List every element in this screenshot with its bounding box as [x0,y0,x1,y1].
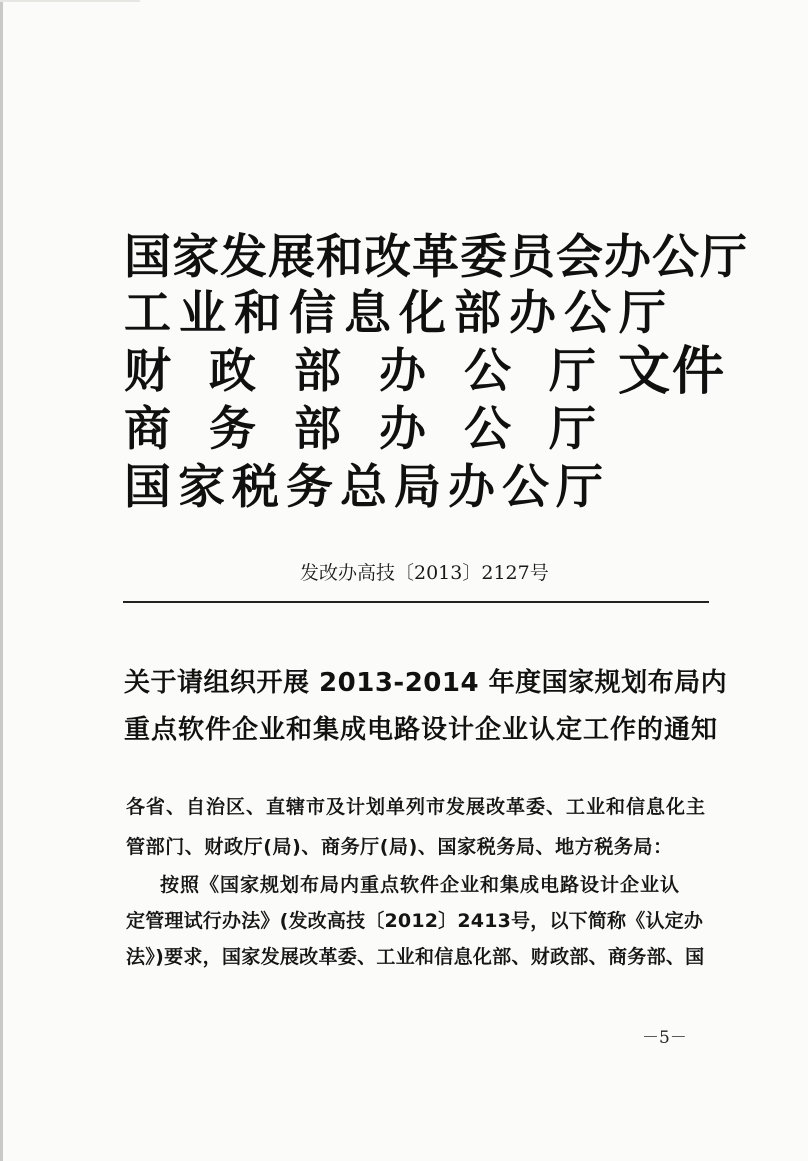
recipients-line1: 各省、自治区、直辖市及计划单列市发展改革委、工业和信息化主 [126,796,707,818]
issuer-mof-char: 财 [124,344,171,399]
issuer-sat-office: 国家税务总局办公厅 [124,460,610,515]
issuer-mofcom-char: 厅 [549,402,596,457]
document-word: 文件 [618,342,727,402]
issuer-mofcom-char: 务 [209,402,256,457]
issuer-ndrc-office: 国家发展和改革委员会办公厅 [124,230,748,285]
issuer-mofcom-office [124,404,596,456]
issuer-mofcom-char: 商 [124,402,171,457]
scan-left-edge [0,0,3,1161]
page-number: －5－ [642,1028,687,1048]
header-divider [123,601,709,603]
body-paragraph-line2: 定管理试行办法》(发改高技〔2012〕2413号，以下简称《认定办 [126,910,704,932]
notice-title-line1: 关于请组织开展 2013-2014 年度国家规划布局内 [124,668,728,698]
body-paragraph-line1: 按照《国家规划布局内重点软件企业和集成电路设计企业认 [160,874,681,896]
issuer-mof-char: 办 [379,344,426,399]
issuer-mof-office [124,346,596,398]
notice-title-line2: 重点软件企业和集成电路设计企业认定工作的通知 [124,715,719,745]
recipients-line2: 管部门、财政厅(局)、商务厅(局)、国家税务局、地方税务局： [126,836,673,858]
issuing-offices-header [124,230,748,515]
issuer-mof-char: 公 [464,344,511,399]
issuer-mofcom-char: 公 [464,402,511,457]
issuer-mofcom-char: 办 [379,402,426,457]
issuer-mof-char: 厅 [549,344,596,399]
document-number: 发改办高技〔2013〕2127号 [300,562,549,584]
issuer-mofcom-char: 部 [294,402,341,457]
scan-top-mark [0,0,140,2]
body-paragraph-line3: 法》)要求，国家发展改革委、工业和信息化部、财政部、商务部、国 [126,946,705,968]
issuer-mof-char: 部 [294,344,341,399]
issuer-miit-office: 工业和信息化部办公厅 [124,286,674,341]
issuer-mof-char: 政 [209,344,256,399]
